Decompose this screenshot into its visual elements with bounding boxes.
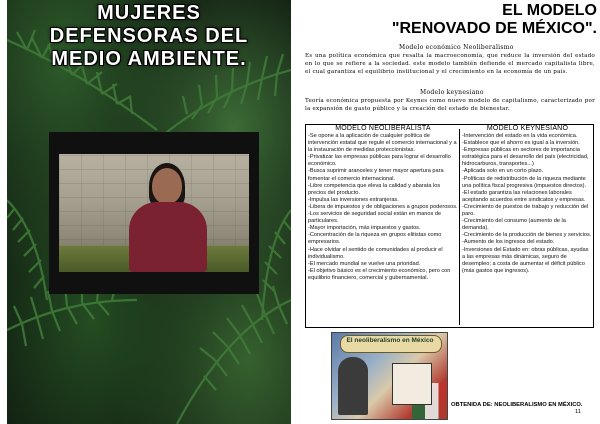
- image-caption: OBTENIDA DE: NEOLIBERALISMO EN MÉXICO.: [451, 402, 583, 408]
- neoliberal-list-item: -El mercado mundial se vuelve una prioridad.: [308, 260, 421, 267]
- section-heading-neoliberalism: Modelo económico Neoliberalismo: [399, 44, 514, 51]
- keynesian-list-item: -Establece que el ahorro es igual a la inversión.: [462, 140, 580, 147]
- neoliberal-list-item: -Se opone a la aplicación de cualquier política de intervención estatal que regule el comercio internacional y a la instauración de medidas proteccionistas.: [308, 133, 457, 154]
- keynesian-list-item: -Aumento de los ingresos del estado.: [462, 239, 555, 246]
- keynesian-list-item: -Crecimiento de puestos de trabajo y reducción del paro.: [462, 203, 589, 218]
- neoliberal-list-item: -Los servicios de seguridad social están en manos de particulares.: [308, 211, 442, 225]
- title-line-2: DEFENSORAS DEL: [49, 25, 249, 47]
- neoliberal-list-item: -Libera de impuestos y de obligaciones a grupos poderosos.: [308, 203, 458, 210]
- column-divider: [459, 129, 460, 325]
- neoliberal-list-item: -Impulsa las inversiones extranjeras.: [308, 196, 399, 203]
- comic-title: El neoliberalismo en México: [346, 337, 434, 344]
- video-still-image: [59, 154, 249, 272]
- section-heading-keynesian: Modelo keynesiano: [420, 89, 484, 96]
- keynesian-list-item: -El estado garantiza las relaciones laborales aceptando acuerdos entre sindicatos y empresas.: [462, 189, 586, 203]
- keynesian-list-item: -Crecimiento del consumo (aumento de la demanda).: [462, 218, 566, 232]
- title-line-3: MEDIO AMBIENTE.: [51, 48, 247, 70]
- right-page: [299, 0, 600, 424]
- section-text-keynesian: Teoría económica propuesta por Keynes como nuevo modelo de capitalismo, caracterizado por la expansión de gasto público y la creación del estado de bienestar.: [305, 98, 595, 112]
- title-line-1: MUJERES: [97, 2, 201, 24]
- keynesian-list: [462, 133, 593, 275]
- neoliberal-list: [308, 133, 458, 282]
- left-page-title: [7, 2, 291, 71]
- page-title-line-1: EL MODELO: [502, 2, 597, 19]
- keynesian-list-item: -Intervención del estado en la vida económica.: [462, 133, 578, 139]
- comic-newspaper-panel: [392, 363, 432, 405]
- neoliberal-list-item: -Concentración de la riqueza en grupos elitistas como empresarios.: [308, 232, 442, 246]
- video-thumbnail[interactable]: [49, 132, 259, 294]
- keynesian-column-heading: MODELO KEYNESIANO: [486, 125, 569, 132]
- keynesian-list-item: -Crecimiento de la producción de bienes y servicios.: [462, 232, 592, 239]
- neoliberal-list-item: -Hace olvidar el sentido de comunidades al producir el individualismo.: [308, 246, 443, 260]
- neoliberal-column-heading: MODELO NEOLIBERALISTA: [335, 125, 431, 132]
- neoliberal-list-item: -El objetivo básico es el crecimiento económico, pero con equilibrio financiero, comercial y gubernamental.: [308, 267, 451, 281]
- neoliberal-list-item: -Privatizar las empresas públicas para lograr el desarrollo económico.: [308, 154, 451, 168]
- person-face: [152, 168, 182, 204]
- neoliberal-column: [308, 125, 458, 327]
- page-title-line-2: "RENOVADO DE MÉXICO".: [391, 20, 597, 37]
- neoliberal-list-item: -Mayor importación, más impuestos y gastos.: [308, 225, 421, 232]
- keynesian-list-item: -Empresas públicas en sectores de importancia estratégica para el desarrollo del país (electricidad, hidrocarburos, transportes...): [462, 147, 589, 168]
- page-number: 11: [575, 409, 582, 415]
- person-sweater: [129, 202, 207, 272]
- comic-illustration: [331, 332, 448, 420]
- keynesian-list-item: -Inversiones del Estado en: obras públicas, ayudas a las empresas más dinámicas, seguro de desempleo; a costa de aumentar el déficit público (más gastos que ingresos).: [462, 246, 589, 274]
- section-text-neoliberalism: Es una política económica que resalta la macroeconomía, que reduce la inversión del estado en lo que se refiere a la sociedad. este modelo también defiende el mercado capitalista libre, el cual garantiza el equilibrio institucional y el crecimiento en la economía de un país.: [305, 53, 595, 75]
- neoliberal-list-item: -Libre competencia que eleva la calidad y abarata los precios del producto.: [308, 182, 441, 196]
- page-title: [392, 2, 597, 38]
- keynesian-list-item: -Aplicada solo en un corto plazo.: [462, 168, 544, 175]
- keynesian-column: [462, 125, 593, 327]
- comic-figure-left: [338, 357, 368, 415]
- neoliberal-list-item: -Busca suprimir aranceles y tener mayor apertura para fomentar el comercio internacional.: [308, 168, 444, 182]
- keynesian-list-item: -Políticas de redistribución de la riqueza mediante una política fiscal progresiva (impuestos directos).: [462, 175, 587, 189]
- left-page: [7, 0, 291, 424]
- comparison-table: [305, 124, 594, 328]
